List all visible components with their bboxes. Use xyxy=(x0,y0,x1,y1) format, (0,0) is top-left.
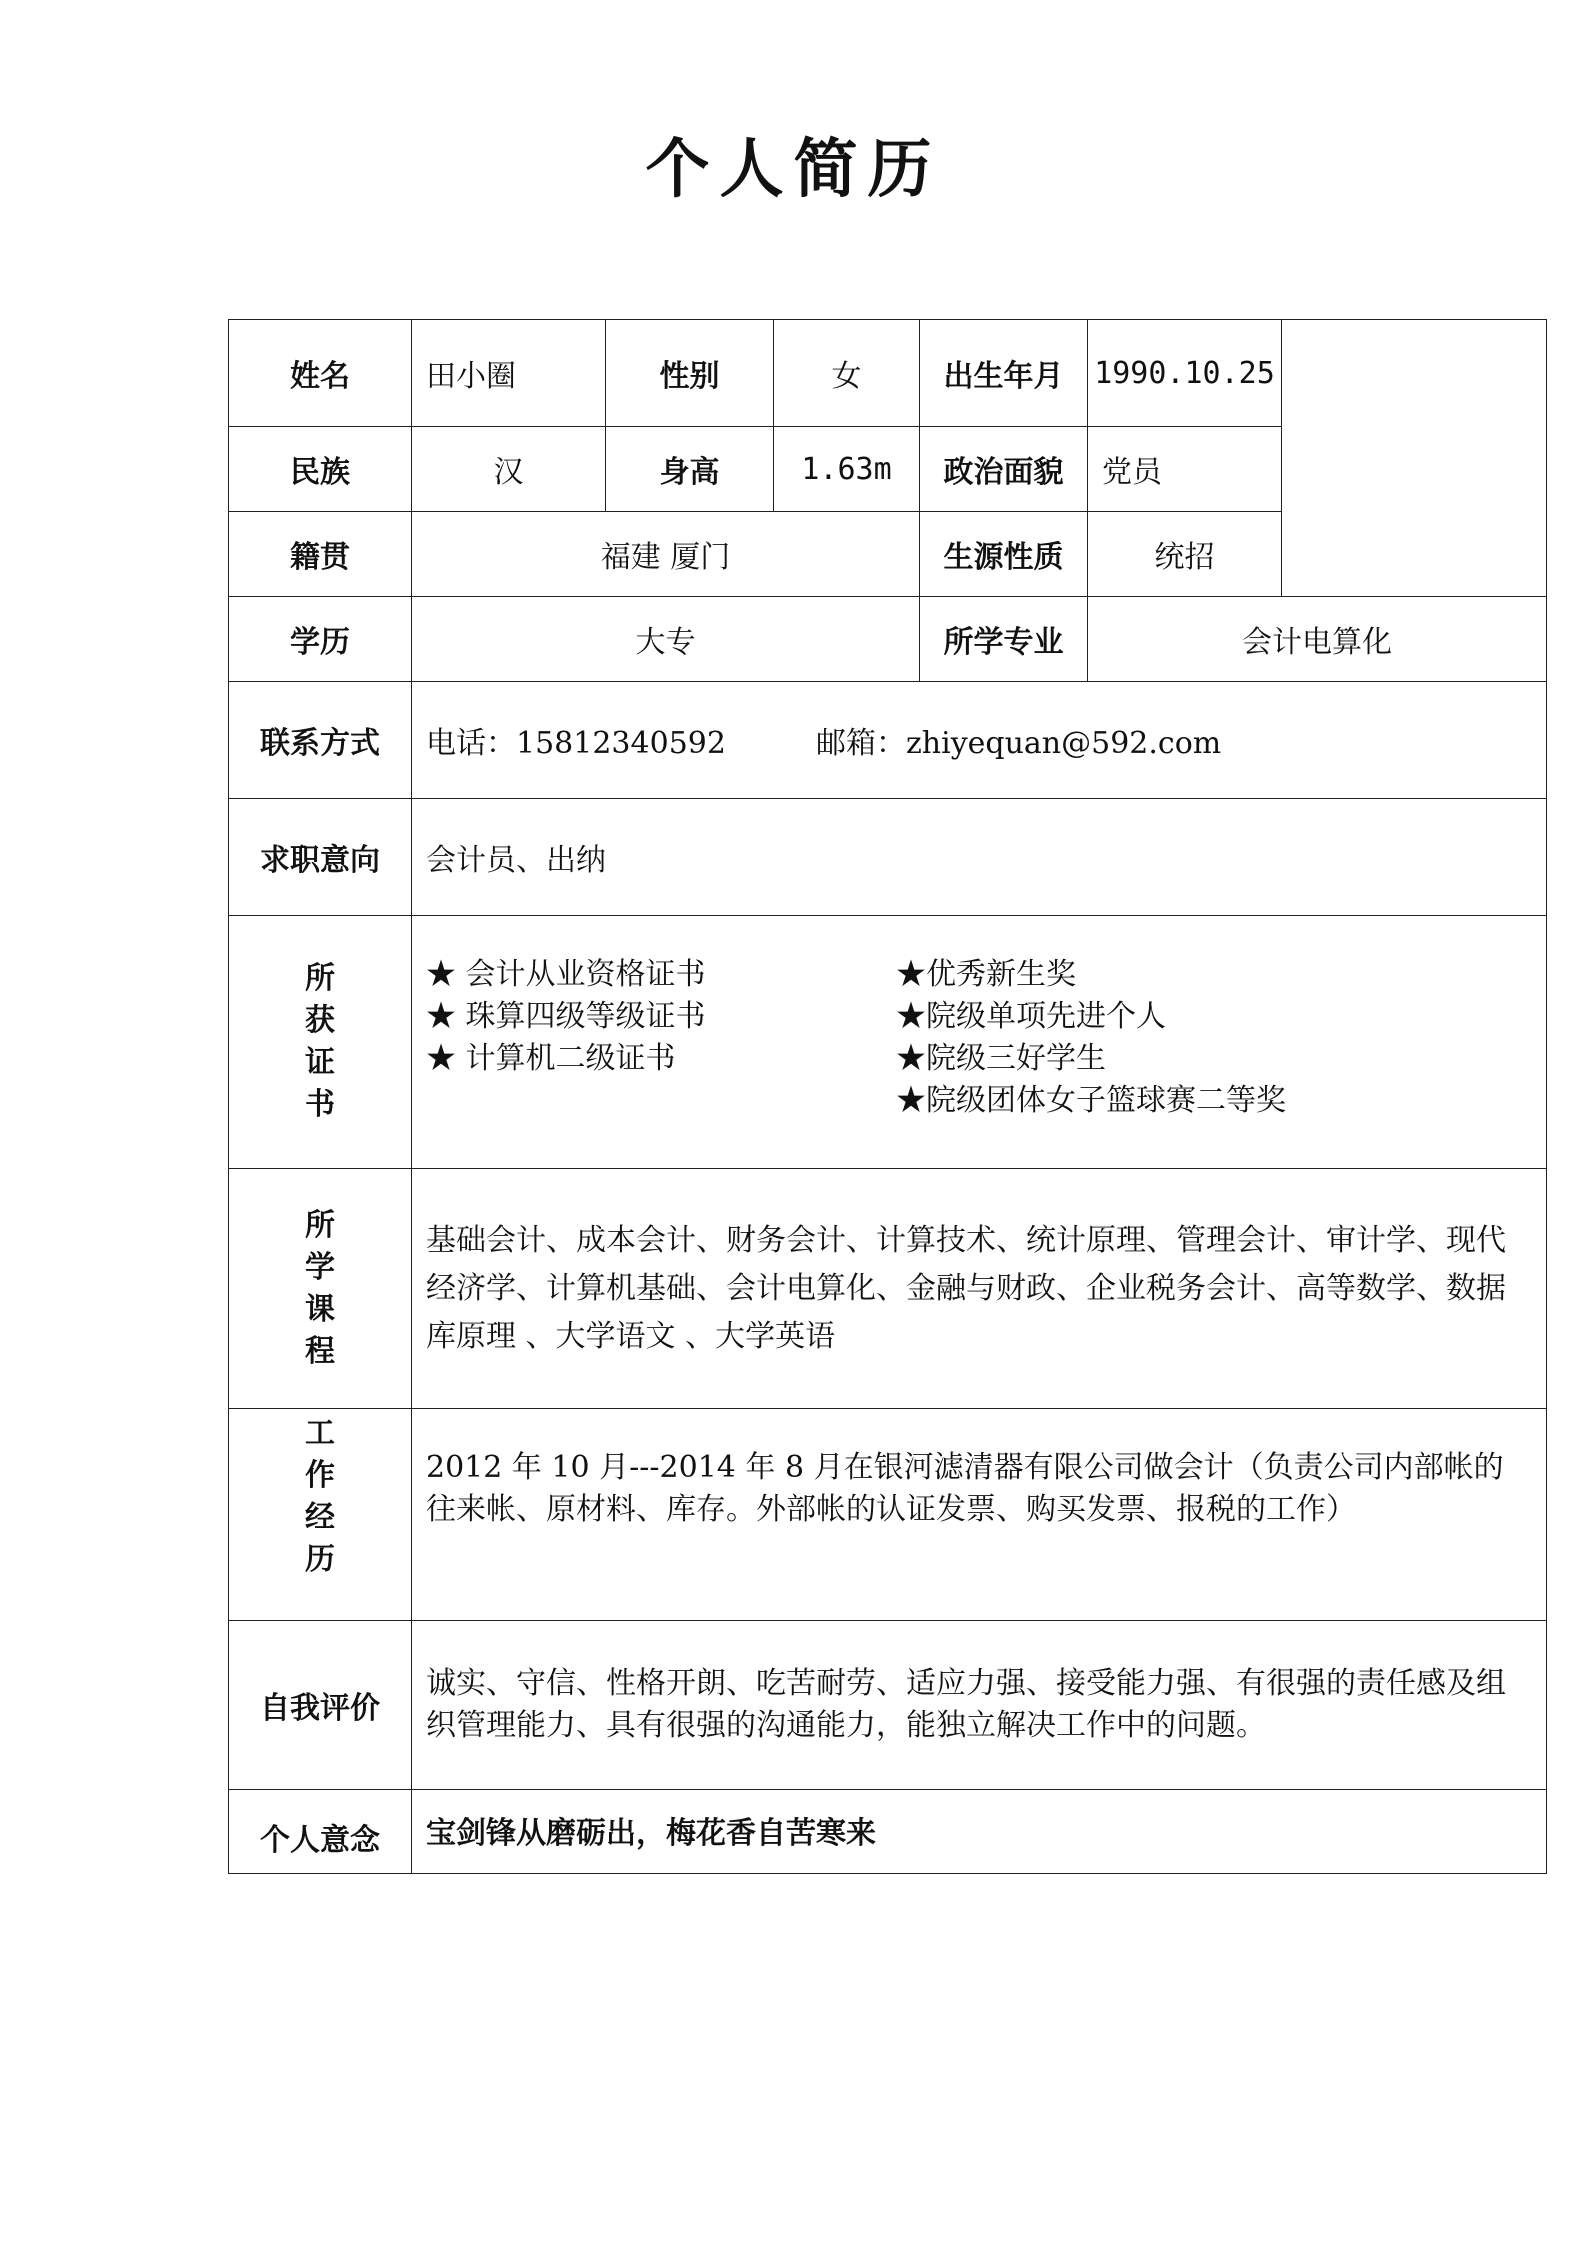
ethnicity-value: 汉 xyxy=(412,427,606,512)
row-motto xyxy=(229,1790,1547,1874)
list-item: ★院级团体女子篮球赛二等奖 xyxy=(896,1083,1286,1118)
gender-label: 性别 xyxy=(606,320,774,427)
row-objective xyxy=(229,799,1547,916)
row-self-eval xyxy=(229,1621,1547,1790)
list-item: ★优秀新生奖 xyxy=(896,957,1076,992)
row-experience xyxy=(229,1409,1547,1621)
contact-label: 联系方式 xyxy=(229,682,412,799)
origin-value: 福建 厦门 xyxy=(412,512,920,597)
list-item: ★院级三好学生 xyxy=(896,1041,1106,1076)
experience-cell xyxy=(412,1409,1547,1621)
height-label: 身高 xyxy=(606,427,774,512)
certificates-cell xyxy=(412,916,1547,1169)
motto-value: 宝剑锋从磨砺出，梅花香自苦寒来 xyxy=(426,1816,876,1851)
major-value: 会计电算化 xyxy=(1088,597,1547,682)
ethnicity-label: 民族 xyxy=(229,427,412,512)
objective-label: 求职意向 xyxy=(229,799,412,916)
education-value: 大专 xyxy=(412,597,920,682)
major-label: 所学专业 xyxy=(920,597,1088,682)
certificates-label: 所 获 证 书 xyxy=(229,916,412,1169)
photo-area xyxy=(1282,320,1547,597)
education-label: 学历 xyxy=(229,597,412,682)
objective-value: 会计员、出纳 xyxy=(412,799,1547,916)
name-value: 田小圈 xyxy=(412,320,606,427)
origin-label: 籍贯 xyxy=(229,512,412,597)
row-education xyxy=(229,597,1547,682)
certificates-right-list xyxy=(896,954,1546,1122)
name-label: 姓名 xyxy=(229,320,412,427)
courses-label: 所 学 课 程 xyxy=(229,1169,412,1409)
contact-email: 邮箱：zhiyequan@592.com xyxy=(815,726,1222,761)
courses-cell xyxy=(412,1169,1547,1409)
self-eval-value: 诚实、守信、性格开朗、吃苦耐劳、适应力强、接受能力强、有很强的责任感及组织管理能力、具有很强的沟通能力，能独立解决工作中的问题。 xyxy=(426,1666,1506,1743)
list-item: ★院级单项先进个人 xyxy=(896,999,1166,1034)
gender-value: 女 xyxy=(774,320,920,427)
page-title: 个人简历 xyxy=(645,132,942,207)
list-item: ★ 珠算四级等级证书 xyxy=(426,999,706,1034)
contact-phone: 电话：15812340592 xyxy=(426,726,726,761)
certificates-left-list xyxy=(426,954,896,1122)
self-eval-cell xyxy=(412,1621,1547,1790)
political-value: 党员 xyxy=(1088,427,1282,512)
list-item: ★ 会计从业资格证书 xyxy=(426,957,706,992)
motto-label: 个人意念 xyxy=(229,1790,412,1874)
row-courses xyxy=(229,1169,1547,1409)
motto-cell xyxy=(412,1790,1547,1874)
political-label: 政治面貌 xyxy=(920,427,1088,512)
birth-value: 1990.10.25 xyxy=(1088,320,1282,427)
list-item: ★ 计算机二级证书 xyxy=(426,1041,676,1076)
birth-label: 出生年月 xyxy=(920,320,1088,427)
contact-cell xyxy=(412,682,1547,799)
experience-label: 工 作 经 历 xyxy=(229,1409,412,1621)
experience-value: 2012 年 10 月---2014 年 8 月在银河滤清器有限公司做会计（负责公司内部帐的往来帐、原材料、库存。外部帐的认证发票、购买发票、报税的工作） xyxy=(426,1450,1504,1527)
courses-value: 基础会计、成本会计、财务会计、计算技术、统计原理、管理会计、审计学、现代经济学、计算机基础、会计电算化、金融与财政、企业税务会计、高等数学、数据库原理 、大学语文 、大学英语 xyxy=(426,1222,1506,1354)
self-eval-label: 自我评价 xyxy=(229,1621,412,1790)
row-certificates xyxy=(229,916,1547,1169)
row-contact xyxy=(229,682,1547,799)
enroll-value: 统招 xyxy=(1088,512,1282,597)
resume-table xyxy=(228,319,1547,1874)
row-name xyxy=(229,320,1547,427)
height-value: 1.63m xyxy=(774,427,920,512)
enroll-label: 生源性质 xyxy=(920,512,1088,597)
